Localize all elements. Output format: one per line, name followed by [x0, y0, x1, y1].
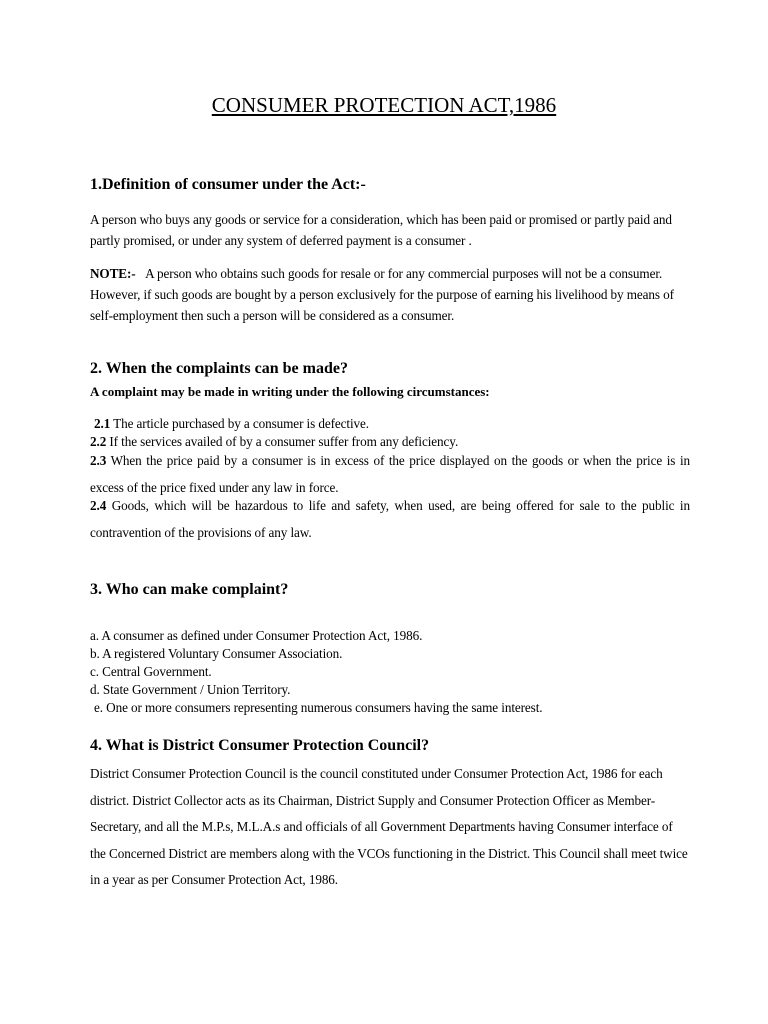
list-item: e. One or more consumers representing numerous consumers having the same interest.: [94, 700, 543, 715]
item-text: Goods, which will be hazardous to life and safety, when used, are being offered for sale to the public in contravention of the provisions of any law.: [90, 498, 690, 540]
note-label: NOTE:-: [90, 266, 136, 281]
item-number: 2.4: [90, 498, 107, 513]
item-text: When the price paid by a consumer is in excess of the price displayed on the goods or when the price is in excess of the price fixed under any law in force.: [90, 453, 690, 495]
section-1-heading: 1.Definition of consumer under the Act:-: [90, 176, 366, 193]
item-text: The article purchased by a consumer is defective.: [113, 416, 369, 431]
list-item: a. A consumer as defined under Consumer Protection Act, 1986.: [90, 628, 423, 643]
item-number: 2.3: [90, 453, 107, 468]
section-4-heading: 4. What is District Consumer Protection Council?: [90, 737, 430, 754]
section-1-note: [90, 263, 690, 326]
item-number: 2.2: [90, 434, 107, 449]
list-item: [90, 493, 690, 546]
section-2-subheading: A complaint may be made in writing under the following circumstances:: [90, 384, 490, 399]
item-text: If the services availed of by a consumer suffer from any deficiency.: [109, 434, 459, 449]
note-text: A person who obtains such goods for resale or for any commercial purposes will not be a consumer. However, if such goods are bought by a person exclusively for the purpose of earning his livelihood by means of self-employment then such a person will be considered as a consumer.: [90, 266, 674, 323]
list-item: b. A registered Voluntary Consumer Association.: [90, 646, 343, 661]
document-title: CONSUMER PROTECTION ACT,1986: [211, 93, 557, 117]
section-4-paragraph: District Consumer Protection Council is the council constituted under Consumer Protection Act, 1986 for each district. District Collector acts as its Chairman, District Supply and Consumer Protection Officer as Member-Secretary, and all the M.P.s, M.L.A.s and officials of all Government Departments having Consumer interface of the Concerned District are members along with the VCOs functioning in the District. This Council shall meet twice in a year as per Consumer Protection Act, 1986.: [90, 766, 688, 887]
section-2-heading: 2. When the complaints can be made?: [90, 360, 348, 377]
section-1-paragraph: A person who buys any goods or service for a consideration, which has been paid or promised or partly paid and partly promised, or under any system of deferred payment is a consumer .: [90, 212, 672, 248]
list-item: c. Central Government.: [90, 664, 212, 679]
list-item: d. State Government / Union Territory.: [90, 682, 291, 697]
section-3-heading: 3. Who can make complaint?: [90, 581, 289, 598]
item-number: 2.1: [94, 416, 111, 431]
list-item: [94, 416, 694, 432]
